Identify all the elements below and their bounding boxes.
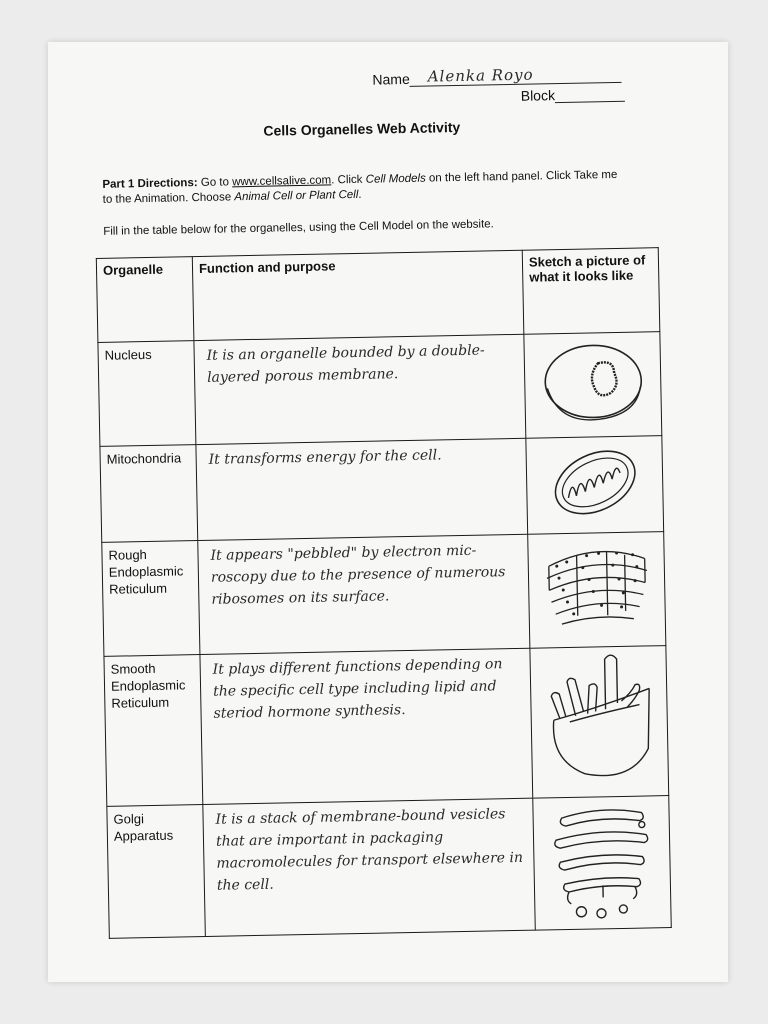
- name-label: Name: [372, 70, 410, 88]
- nucleus-sketch: [537, 334, 649, 428]
- function-cell: [203, 798, 535, 936]
- table-header-row: [96, 248, 660, 343]
- block-field: [521, 86, 626, 104]
- sketch-cell: [528, 532, 666, 649]
- page-title: Cells Organelles Web Activity: [263, 118, 461, 139]
- header-sketch: Sketch a picture of what it looks like: [522, 248, 660, 335]
- function-text: It is a stack of membrane-bound vesicles that are important in packaging macromolecules for transport elsewhere in the cell.: [215, 806, 524, 894]
- function-text: It transforms energy for the cell.: [208, 447, 442, 468]
- organelle-name: Mitochondria: [100, 445, 198, 543]
- sketch-cell: [524, 332, 662, 439]
- organelle-name: Smooth Endoplasmic Reticulum: [104, 655, 203, 807]
- student-name: Alenka Royo: [427, 65, 534, 86]
- directions-text: . Click: [331, 173, 363, 187]
- header-function: Function and purpose: [192, 250, 524, 340]
- part-label: Part 1 Directions:: [102, 176, 198, 191]
- organelle-name: Rough Endoplasmic Reticulum: [102, 541, 200, 657]
- website-link[interactable]: www.cellsalive.com: [232, 174, 332, 189]
- function-cell: [196, 438, 528, 540]
- name-field: [372, 66, 622, 88]
- animal-plant-text: Animal Cell or Plant Cell: [234, 188, 359, 204]
- cell-models-text: Cell Models: [365, 172, 426, 186]
- function-text: It appears "pebbled" by electron mic-roscopy due to the presence of numerous ribosomes on its surface.: [210, 542, 506, 608]
- table-row: [98, 332, 662, 447]
- golgi-sketch: [541, 798, 663, 924]
- directions-text: .: [358, 188, 362, 201]
- function-text: It is an organelle bounded by a double-layered porous membrane.: [206, 342, 485, 386]
- sketch-cell: [526, 436, 664, 535]
- header-organelle: Organelle: [96, 257, 194, 343]
- table-row: [100, 436, 664, 543]
- table-row: [107, 796, 671, 939]
- rough-er-sketch: [536, 534, 658, 640]
- table-row: [104, 646, 669, 807]
- directions: [102, 168, 622, 208]
- block-label: Block: [520, 87, 556, 104]
- worksheet: [92, 49, 700, 980]
- smooth-er-sketch: [538, 648, 661, 790]
- function-cell: [198, 534, 530, 654]
- directions-text: on the left hand panel. Click Take me to the Animation. Choose: [102, 168, 618, 206]
- table-row: [102, 532, 666, 657]
- sketch-cell: [530, 646, 669, 799]
- function-text: It plays different functions depending on the specific cell type including lipid and steriod hormone synthesis.: [212, 656, 503, 722]
- function-cell: [194, 334, 526, 444]
- organelle-name: Nucleus: [98, 341, 196, 447]
- function-cell: [200, 648, 533, 804]
- organelle-table: [96, 247, 672, 939]
- fill-in-instructions: Fill in the table below for the organelles, using the Cell Model on the website.: [103, 218, 494, 238]
- sketch-cell: [533, 796, 672, 931]
- directions-text: Go to: [200, 176, 230, 189]
- organelle-name: Golgi Apparatus: [107, 805, 206, 939]
- mitochondria-sketch: [539, 438, 651, 526]
